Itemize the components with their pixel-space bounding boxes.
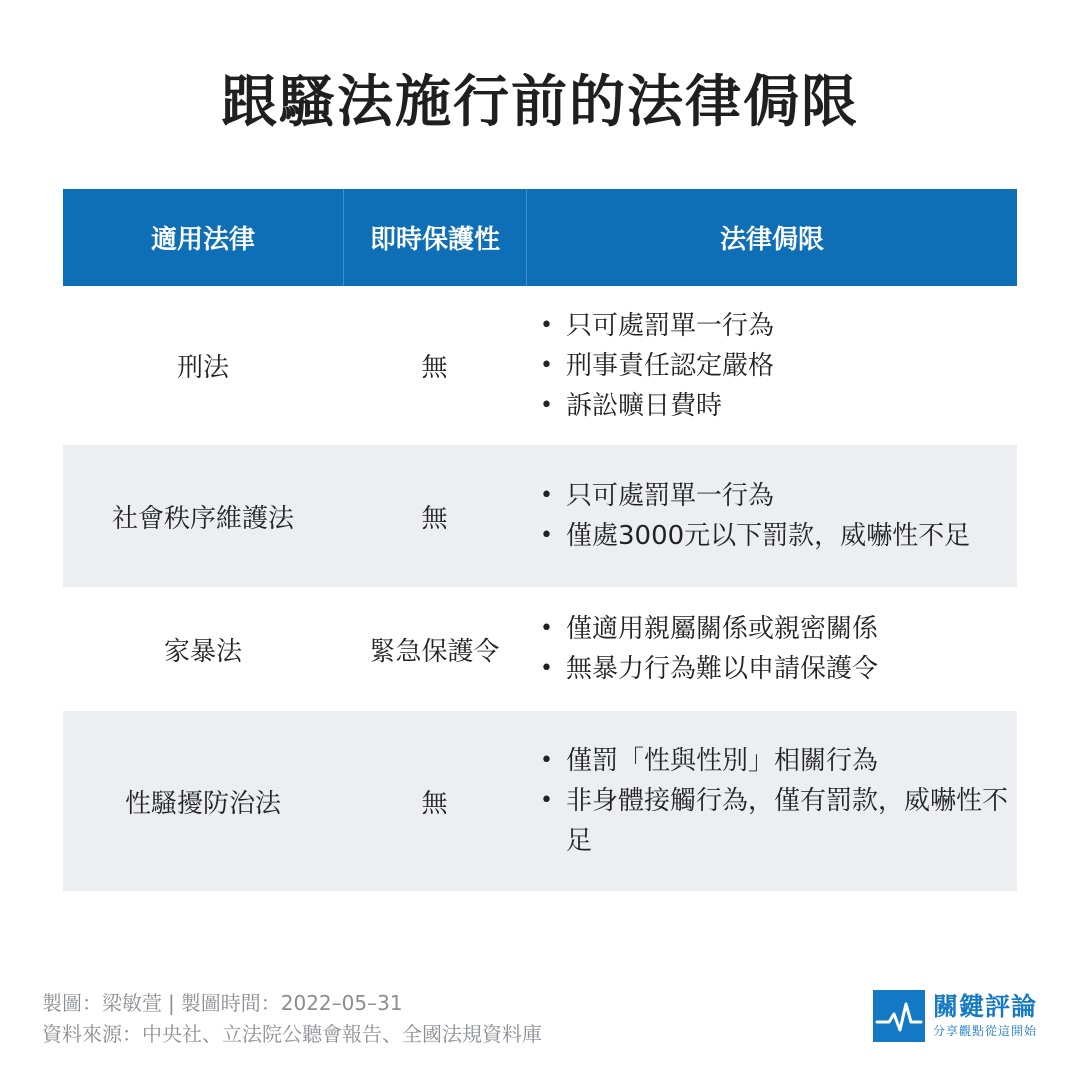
protection-value: 無: [421, 353, 448, 383]
table-row: [63, 445, 1017, 587]
bullet-icon: •: [540, 616, 553, 641]
bullet-icon: •: [540, 748, 553, 773]
list-item: • 無暴力行為難以申請保護令: [540, 649, 882, 689]
protection-value: 無: [421, 503, 448, 534]
table-row: [63, 286, 1017, 445]
logo-name: 關鍵評論: [933, 992, 1038, 1021]
table-row: [63, 711, 1017, 891]
header-legal-limitations: 法律侷限: [526, 189, 1017, 286]
bullet-icon: •: [540, 392, 553, 418]
brand-logo: [873, 990, 1037, 1042]
protection-value: 無: [421, 788, 448, 819]
credit-author: 製圖：梁敏萱: [42, 991, 162, 1015]
limitations-cell: [526, 609, 1017, 689]
limitations-cell: [526, 306, 1017, 426]
list-item: • 訴訟曠日費時: [540, 386, 778, 426]
bullet-icon: •: [540, 312, 553, 338]
list-item: • 僅處3000元以下罰款，威嚇性不足: [540, 516, 974, 556]
credit-line: [42, 988, 542, 1019]
header-immediate-protection: 即時保護性: [343, 189, 526, 286]
limitations-list: [526, 306, 778, 426]
law-name: 性騷擾防治法: [124, 788, 281, 819]
table-row: [63, 587, 1017, 711]
footer-credits: [42, 988, 542, 1050]
bullet-icon: •: [540, 523, 553, 548]
logo-text: [933, 992, 1037, 1040]
limitations-list: [526, 741, 1017, 861]
bullet-icon: •: [540, 656, 553, 681]
list-item: • 刑事責任認定嚴格: [540, 346, 778, 386]
limitations-cell: [526, 476, 1017, 556]
header-applicable-law: 適用法律: [150, 225, 255, 255]
list-item: • 非身體接觸行為，僅有罰款，威嚇性不足: [540, 781, 1017, 861]
list-item: • 僅罰「性與性別」相關行為: [540, 741, 1017, 781]
limitations-cell: [526, 741, 1017, 861]
credit-divider: |: [168, 991, 175, 1015]
bullet-icon: •: [540, 483, 553, 508]
page-title: 跟騷法施行前的法律侷限: [221, 70, 859, 135]
list-item: • 只可處罰單一行為: [540, 306, 778, 346]
limitations-list: [526, 609, 882, 689]
heartbeat-logo-icon: [873, 990, 925, 1042]
logo-slogan: 分享觀點從這開始: [933, 1024, 1038, 1038]
credit-date: 製圖時間：2022–05–31: [180, 991, 403, 1015]
law-name: 刑法: [176, 353, 229, 383]
law-name: 家暴法: [163, 636, 242, 667]
table-header-row: [63, 189, 1017, 286]
source-line: 資料來源：中央社、立法院公聽會報告、全國法規資料庫: [42, 1022, 542, 1046]
limitations-list: [526, 476, 974, 556]
bullet-icon: •: [540, 788, 553, 813]
law-name: 社會秩序維護法: [111, 503, 294, 534]
list-item: • 僅適用親屬關係或親密關係: [540, 609, 882, 649]
bullet-icon: •: [540, 352, 553, 378]
list-item: • 只可處罰單一行為: [540, 476, 974, 516]
law-limitations-table: [63, 189, 1017, 891]
protection-value: 緊急保護令: [369, 636, 500, 667]
